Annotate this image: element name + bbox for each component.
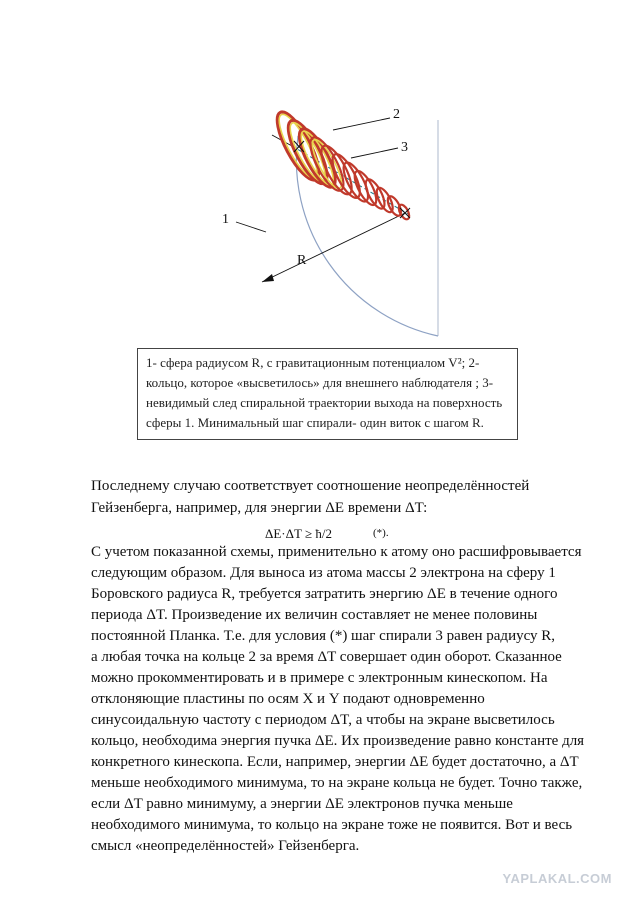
- para2-line-8: отклоняющие пластины по осям X и Y подают одновременно: [91, 691, 485, 707]
- pointer-label-3: [351, 148, 398, 158]
- para1-line-2: Гейзенберга, например, для энергии ΔE времени ΔT:: [91, 500, 428, 516]
- label-r: R: [297, 253, 307, 268]
- figure-caption-box: [137, 348, 518, 440]
- pointer-label-1: [236, 222, 266, 232]
- para2-line-1: С учетом показанной схемы, применительно к атому оно расшифровывается: [91, 544, 582, 560]
- caption-line-3: невидимый след спиральной траектории выхода на поверхность: [146, 395, 503, 410]
- radius-arrowhead: [262, 274, 274, 282]
- label-1: 1: [222, 212, 229, 227]
- para2-line-9: синусоидальную частоту с периодом ΔT, а чтобы на экране высветилось: [91, 712, 555, 728]
- para2-line-12: меньше необходимого минимума, то на экране кольца не будет. Точно также,: [91, 775, 583, 791]
- para2-line-7: можно прокомментировать и в примере с электронным кинескопом. На: [91, 670, 548, 686]
- para2-line-5: постоянной Планка. Т.е. для условия (*) шаг спирали 3 равен радиусу R,: [91, 628, 556, 644]
- label-2: 2: [393, 107, 400, 122]
- para2-line-10: кольцо, необходима энергия пучка ΔE. Их произведение равно константе для: [91, 733, 585, 749]
- formula-number: (*).: [373, 527, 389, 539]
- radius-line: [262, 213, 405, 282]
- caption-line-2: кольцо, которое «высветилось» для внешнего наблюдателя ; 3-: [146, 375, 494, 390]
- para2-line-11: конкретного кинескопа. Если, например, энергии ΔE будет достаточно, а ΔT: [91, 754, 579, 770]
- pointer-label-2: [333, 118, 390, 130]
- watermark: YAPLAKAL.COM: [502, 871, 612, 886]
- para2-line-4: периода ΔT. Произведение их величин составляет не менее половины: [91, 607, 538, 623]
- caption-line-4: сферы 1. Минимальный шаг спирали- один виток с шагом R.: [146, 415, 484, 430]
- para1-line-1: Последнему случаю соответствует соотношение неопределённостей: [91, 478, 530, 494]
- uncertainty-formula: ΔE·ΔT ≥ ħ/2: [265, 526, 332, 541]
- para2-line-2: следующим образом. Для выноса из атома массы 2 электрона на сферу 1: [91, 565, 556, 581]
- para2-line-3: Боровского радиуса R, требуется затратить энергию ΔE в течение одного: [91, 586, 558, 602]
- para2-line-15: смысл «неопределённостей» Гейзенберга.: [91, 838, 360, 854]
- caption-line-1: 1- сфера радиусом R, с гравитационным потенциалом V²; 2-: [146, 355, 480, 370]
- para2-line-6: а любая точка на кольце 2 за время ΔT совершает один оборот. Сказанное: [91, 649, 562, 665]
- label-3: 3: [401, 140, 408, 155]
- para2-line-14: необходимого минимума, то кольцо на экране тоже не появится. Вот и весь: [91, 817, 573, 833]
- para2-line-13: если ΔT равно минимуму, а энергии ΔE электронов пучка меньше: [91, 796, 513, 812]
